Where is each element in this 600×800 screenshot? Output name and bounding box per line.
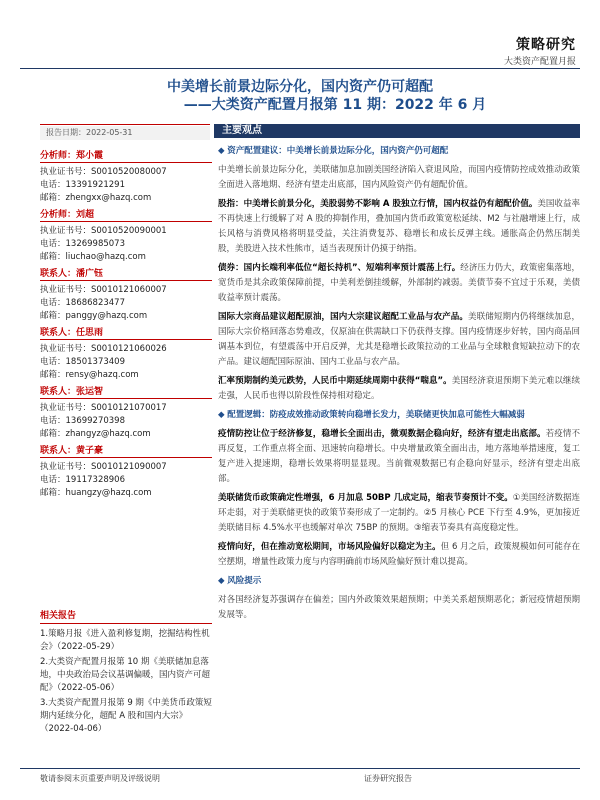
allocation-advice-heading: 资产配置建议：中美增长前景边际分化，国内资产仍可超配: [227, 146, 449, 156]
paragraph: [218, 197, 580, 257]
report-title: 中美增长前景边际分化，国内资产仍可超配: [167, 79, 433, 95]
diamond-bullet-icon: ◆: [218, 576, 228, 586]
paragraph-body: 经济压力仍大，政策密集落地，宽货币是其余政策保障前提，中美利差倒挂缓解，外部制约减弱。美债节奏不宜过于乐观，美债收益率预计震荡。: [218, 263, 580, 303]
phone: 电话：13391921291: [40, 180, 125, 190]
analyst-role: 分析师：刘超: [40, 207, 212, 222]
footer-disclaimer: 敬请参阅末页重要声明及评级说明: [40, 774, 160, 783]
diamond-bullet-icon: ◆: [218, 410, 228, 420]
cert-number: 执业证书号：S0010520090001: [40, 226, 167, 236]
paragraph-body: 若疫情不再反复，工作重点将全面、迅速转向稳增长。中央增量政策全面出击，地方落地举措速度，复工复产进入提速期，稳增长效果将明显显现。当前微观数据已有企稳向好显示，经济有望走出底部。: [218, 429, 580, 484]
paragraph: [218, 374, 580, 404]
section-bullet: [218, 408, 580, 423]
cert-number: 执业证书号：S0010121070017: [40, 403, 167, 413]
sidebar-top-rule: [40, 124, 210, 125]
contact-role: 联系人：潘广钰: [40, 266, 212, 281]
paragraph-body: 但 6 月之后，政策规模如何可能存在空摆期，增量性政策力度与内容明确前市场风险偏好预计难以提高。: [218, 542, 580, 567]
paragraph-lead: 国际大宗商品建议超配原油，国内大宗建议超配工业品与农产品。: [218, 312, 469, 322]
email: 邮箱：huangzy@hazq.com: [40, 488, 152, 498]
contact-role: 联系人：黄子豪: [40, 443, 212, 458]
email: 邮箱：rensy@hazq.com: [40, 370, 139, 380]
contact-role: 联系人：任思雨: [40, 325, 212, 340]
contact-block: [40, 443, 212, 500]
footer-label: 证券研究报告: [364, 774, 412, 783]
sidebar-spacer: [40, 500, 212, 608]
cert-number: 执业证书号：S0010121060007: [40, 285, 167, 295]
related-report-link[interactable]: 3.大类资产配置月报第 9 期《中美货币政策短期内延续分化，超配 A 股和国内大宗》（2022-04-06）: [40, 698, 212, 734]
sidebar: [40, 146, 212, 738]
cert-number: 执业证书号：S0010520080007: [40, 167, 167, 177]
main-content: [218, 144, 580, 627]
report-date: 报告日期：2022-05-31: [40, 126, 210, 140]
analyst-role: 分析师：郑小霞: [40, 148, 212, 163]
analyst-block: [40, 148, 212, 205]
contact-block: [40, 325, 212, 382]
paragraph-body: 美联储短期内仍将继续加息，国际大宗价格回落态势难改，仅原油在供需缺口下仍获得支撑。国内疫情逐步好转，国内商品回调基本到位，有望震荡中开启反弹，尤其是稳增长政策拉动的工业品与全球粮食短缺拉动下的农产品。建议超配国际原油、国内工业品与农产品。: [218, 312, 580, 367]
cert-number: 执业证书号：S0010121060026: [40, 344, 167, 354]
related-report-link[interactable]: 2.大类资产配置月报第 10 期《美联储加息落地，中央政治局会议基调偏暖，国内资产可超配》（2022-05-06）: [40, 657, 211, 693]
brand-title: 策略研究: [516, 37, 576, 53]
report-subtitle: ——大类资产配置月报第 11 期：2022 年 6 月: [183, 97, 487, 113]
related-reports-title: 相关报告: [40, 608, 212, 624]
phone: 电话：13699270398: [40, 416, 125, 426]
paragraph-lead: 债券：国内长端利率低位“超长持机”、短端利率预计震荡上行。: [218, 263, 461, 273]
contact-role: 联系人：张运智: [40, 384, 212, 399]
section-bullet: [218, 574, 580, 589]
paragraph-lead: 疫情防控让位于经济修复，稳增长全面出击，微观数据企稳向好，经济有望走出底部。: [218, 429, 546, 439]
paragraph-lead: 股指：中美增长前景分化，美股弱势不影响 A 股独立行情，国内权益仍有超配价值。: [218, 199, 538, 209]
email: 邮箱：liuchao@hazq.com: [40, 252, 146, 262]
paragraph: [218, 310, 580, 370]
contact-block: [40, 266, 212, 323]
email: 邮箱：panggy@hazq.com: [40, 311, 148, 321]
paragraph-body: 美国经济衰退预期下美元难以继续走强，人民币也得以阶段性保持相对稳定。: [218, 376, 580, 401]
paragraph-body: 美国收益率不再快速上行缓解了对 A 股的抑制作用，叠加国内货币政策宽松延续、M2 与社融增速上行，成长风格与消费风格将明显受益，关注消费复苏、稳增长和成长反弹主线。通胀高企仍然压制美股，美股进入技术性熊市，适当表现预计仍摸于纳指。: [218, 199, 580, 254]
section-bullet: [218, 144, 580, 159]
paragraph: [218, 427, 580, 487]
paragraph: [218, 261, 580, 306]
paragraph-lead: 美联储货币政策确定性增强，6 月加息 50BP 几成定局，缩表节奏预计不变。: [218, 493, 513, 503]
related-reports: [40, 608, 212, 736]
top-divider: [20, 68, 580, 69]
main-points-header: 主要观点: [214, 124, 580, 138]
email: 邮箱：zhengxx@hazq.com: [40, 193, 152, 203]
phone: 电话：13269985073: [40, 239, 125, 249]
paragraph-lead: 疫情向好，但在推动宽松期间，市场风险偏好以稳定为主。: [218, 542, 441, 552]
diamond-bullet-icon: ◆: [218, 146, 228, 156]
allocation-logic-heading: 配置逻辑：防疫成效推动政策转向稳增长发力，美联储更快加息可能性大幅减弱: [227, 410, 525, 420]
risk-warning-heading: 风险提示: [227, 576, 262, 586]
contact-block: [40, 384, 212, 441]
related-report-link[interactable]: 1.策略月报《进入盈利修复期，挖掘结构性机会》（2022-05-29）: [40, 629, 210, 652]
paragraph: [218, 540, 580, 570]
paragraph: 中美增长前景边际分化，美联储加息加剧美国经济陷入衰退风险，而国内疫情防控成效推动政策全面进入落地期、经济有望走出底部，国内风险资产仍有超配价值。: [218, 165, 580, 190]
cert-number: 执业证书号：S0010121090007: [40, 462, 167, 472]
footer-divider: [20, 768, 580, 769]
paragraph: [218, 491, 580, 536]
phone: 电话：19117328906: [40, 475, 125, 485]
analyst-block: [40, 207, 212, 264]
phone: 电话：18501373409: [40, 357, 125, 367]
paragraph: 对各国经济复苏强调存在偏差；国内外政策效果超预期；中美关系超预期恶化；新冠疫情超预期发展等。: [218, 595, 580, 620]
paragraph-lead: 汇率预期制约美元跌势，人民币中期延续周期中获得“喘息”。: [218, 376, 452, 386]
brand-subtitle: 大类资产配置月报: [503, 57, 576, 67]
phone: 电话：18686823477: [40, 298, 125, 308]
paragraph-body: ①美国经济数据连环走弱，对于美联储更快的政策节奏形成了一定制约。②5 月核心 PCE 下行至 4.9%，更加接近美联储目标 4.5%水平也缓解对单次 75BP 的预期。③缩表节奏具有高度稳定性。: [218, 493, 580, 533]
email: 邮箱：zhangyz@hazq.com: [40, 429, 151, 439]
